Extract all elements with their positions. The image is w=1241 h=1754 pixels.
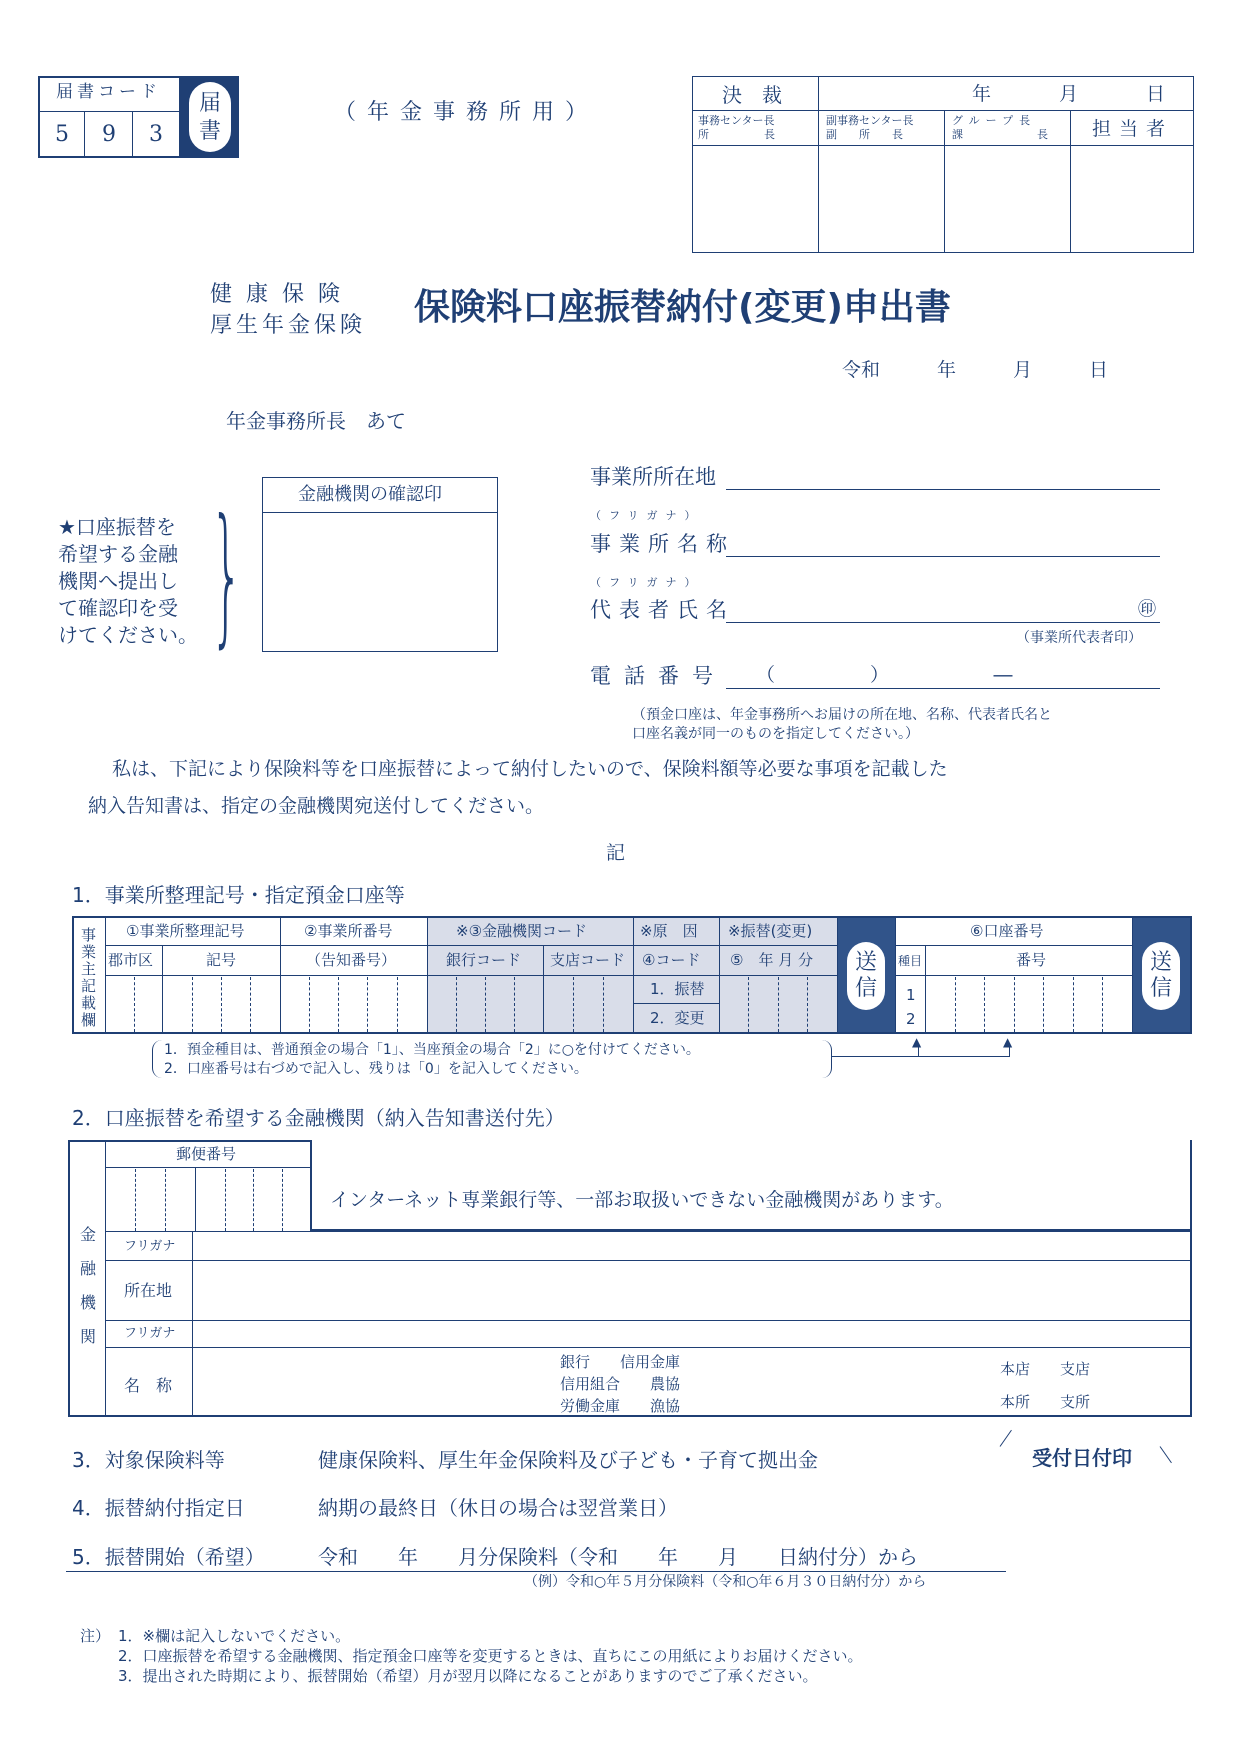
section5-heading: 5．振替開始（希望） <box>72 1545 265 1569</box>
section1-side-label: 事業主記載欄 <box>81 926 97 1029</box>
col-bank-code: ※③金融機関コード <box>456 922 588 940</box>
title-insurance-1: 健康保険 <box>210 282 355 307</box>
office-name-label: 事業所名称 <box>590 532 735 556</box>
postal-code-label: 郵便番号 <box>176 1145 237 1163</box>
form-code-label: 届書コード <box>56 82 161 102</box>
col-bank-code-bank: 銀行コード <box>446 951 522 969</box>
phone-field[interactable] <box>726 688 1160 689</box>
section4-heading: 4．振替納付指定日 <box>72 1496 245 1520</box>
arrow-up-icon: ▲ <box>912 1035 922 1049</box>
form-code-digit-1: 5 <box>55 122 69 147</box>
rep-seal-note: （事業所代表者印） <box>1016 630 1142 646</box>
bank-name-furigana: フリガナ <box>124 1326 176 1341</box>
section2-side-label: 金融機関 <box>80 1225 97 1346</box>
approval-col-deputy: 副事務センター長 副 所 長 <box>826 114 914 141</box>
kessai-label: 決 裁 <box>722 83 782 107</box>
furigana-label-1: （フリガナ） <box>590 509 704 522</box>
branch-option-2[interactable]: 本所 支所 <box>1000 1393 1091 1411</box>
bank-type-3[interactable]: 労働金庫 漁協 <box>560 1397 681 1415</box>
send-label-2: 送信 <box>1150 950 1173 1001</box>
bank-confirm-label: 金融機関の確認印 <box>298 484 442 505</box>
title-insurance-2: 厚生年金保険 <box>210 313 367 338</box>
bank-name-label: 名 称 <box>124 1376 173 1395</box>
bank-confirm-note: ★口座振替を 希望する金融 機関へ提出し て確認印を受 けてください。 <box>58 515 198 647</box>
statement-line-2: 納入告知書は、指定の金融機関宛送付してください。 <box>88 795 545 817</box>
account-kind-1[interactable]: 1 <box>906 986 916 1004</box>
col-transfer-month: ※振替(変更) <box>728 922 813 940</box>
bank-address-label: 所在地 <box>124 1281 173 1300</box>
col-office-code: ①事業所整理記号 <box>126 922 245 940</box>
send-label-1: 送信 <box>855 950 878 1001</box>
arrow-up-icon: ▲ <box>1003 1035 1013 1049</box>
reason-option-change[interactable]: 2．変更 <box>650 1009 705 1027</box>
representative-label: 代表者氏名 <box>590 598 735 622</box>
section5-example: （例）令和○年５月分保険料（令和○年６月３０日納付分）から <box>524 1574 927 1590</box>
statement-line-1: 私は、下記により保険料等を口座振替によって納付したいので、保険料額等必要な事項を記載した <box>112 758 948 780</box>
col-transfer-month-sub: ⑤ 年 月 分 <box>730 951 813 969</box>
section3-heading: 3．対象保険料等 <box>72 1448 225 1472</box>
note-1: 1．※欄は記入しないでください。 <box>118 1627 351 1645</box>
todoke-label: 届書 <box>199 91 222 144</box>
section1-note-2: 2．口座番号は右づめで記入し、残りは「0」を記入してください。 <box>164 1061 588 1077</box>
account-kind-2[interactable]: 2 <box>906 1010 916 1028</box>
phone-format: （ ） ― <box>756 664 1013 686</box>
section1-heading: 1．事業所整理記号・指定預金口座等 <box>72 883 405 907</box>
section3-value: 健康保険料、厚生年金保険料及び子ども・子育て拠出金 <box>318 1448 818 1472</box>
representative-field[interactable] <box>726 622 1160 623</box>
approval-col-center-chief: 事務センター長 所 長 <box>698 114 775 141</box>
section1-note-1: 1．預金種目は、普通預金の場合「1」、当座預金の場合「2」に○を付けてください。 <box>164 1042 700 1058</box>
approval-col-person-in-charge: 担当者 <box>1092 118 1174 140</box>
col-symbol: 記号 <box>206 951 237 969</box>
furigana-label-2: （フリガナ） <box>590 576 704 589</box>
office-use-label: （年金事務所用） <box>334 100 599 125</box>
col-office-number: ②事業所番号 <box>304 922 393 940</box>
note-2: 2．口座振替を希望する金融機関、指定預金口座等を変更するときは、直ちにこの用紙によりお届けください。 <box>118 1647 863 1665</box>
addressee: 年金事務所長 あて <box>226 409 406 433</box>
col-account-digits: 番号 <box>1016 951 1047 969</box>
reason-option-transfer[interactable]: 1．振替 <box>650 980 705 998</box>
col-reason-code: ④コード <box>642 951 701 969</box>
section4-value: 納期の最終日（休日の場合は翌営業日） <box>318 1496 678 1520</box>
approval-col-group-chief: グループ長 課 長 <box>952 114 1054 141</box>
note-3: 3．提出された時期により、振替開始（希望）月が翌月以降になることがありますのでご了承ください。 <box>118 1667 818 1685</box>
brace-icon: } <box>210 488 244 662</box>
form-code-digit-2: 9 <box>102 122 116 147</box>
approval-date: 年 月 日 <box>972 83 1176 105</box>
receipt-stamp-label: 受付日付印 <box>1032 1446 1132 1470</box>
form-code-digit-3: 3 <box>149 122 163 147</box>
col-account-number: ⑥口座番号 <box>970 922 1044 940</box>
account-note: （預金口座は、年金事務所へお届けの所在地、名称、代表者氏名と 口座名義が同一のものを指定してください。） <box>632 707 1052 742</box>
col-reason: ※原 因 <box>640 922 698 940</box>
section5-value[interactable]: 令和 年 月分保険料（令和 年 月 日納付分）から <box>318 1545 918 1569</box>
phone-label: 電話番号 <box>590 664 726 688</box>
seal-icon: ㊞ <box>1138 599 1156 620</box>
bank-address-furigana: フリガナ <box>124 1239 176 1254</box>
ki-label: 記 <box>606 842 626 864</box>
notes-prefix: 注） <box>80 1627 111 1645</box>
col-district: 郡市区 <box>108 951 154 969</box>
bank-type-1[interactable]: 銀行 信用金庫 <box>560 1353 681 1371</box>
address-field[interactable] <box>726 489 1160 490</box>
col-notice-number: （告知番号） <box>306 951 397 969</box>
address-label: 事業所所在地 <box>590 465 716 489</box>
section2-heading: 2．口座振替を希望する金融機関（納入告知書送付先） <box>72 1106 565 1130</box>
internet-bank-note: インターネット専業銀行等、一部お取扱いできない金融機関があります。 <box>330 1189 954 1211</box>
submission-date: 令和 年 月 日 <box>842 359 1109 381</box>
page-title: 保険料口座振替納付(変更)申出書 <box>414 287 951 328</box>
office-name-field[interactable] <box>726 556 1160 557</box>
col-account-kind: 種目 <box>898 954 923 968</box>
col-bank-code-branch: 支店コード <box>550 951 626 969</box>
bank-type-2[interactable]: 信用組合 農協 <box>560 1375 681 1393</box>
branch-option-1[interactable]: 本店 支店 <box>1000 1360 1091 1378</box>
